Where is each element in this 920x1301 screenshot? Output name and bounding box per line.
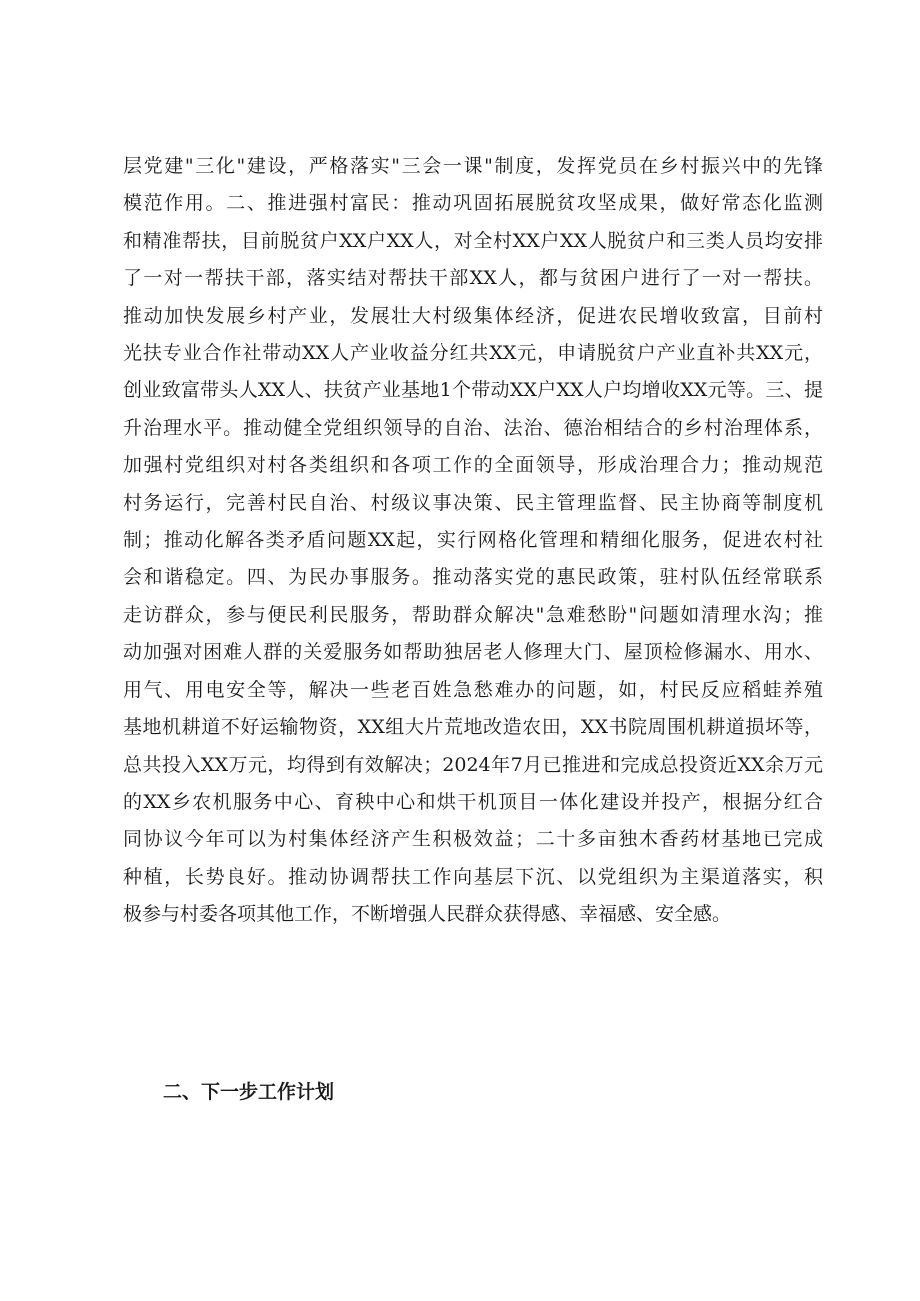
paragraph-line: 用气、用电安全等，解决一些老百姓急愁难办的问题，如，村民反应稻蛙养殖 xyxy=(123,678,823,701)
paragraph-line: 村务运行，完善村民自治、村级议事决策、民主管理监督、民主协商等制度机 xyxy=(123,491,823,514)
section-heading: 二、下一步工作计划 xyxy=(163,1081,335,1103)
paragraph-line: 光扶专业合作社带动XX人产业收益分红共XX元，申请脱贫户产业直补共XX元， xyxy=(123,342,823,365)
paragraph-line: 基地机耕道不好运输物资，XX组大片荒地改造农田，XX书院周围机耕道损坏等， xyxy=(123,716,823,739)
paragraph-line: 动加强对困难人群的关爱服务如帮助独居老人修理大门、屋顶检修漏水、用水、 xyxy=(123,641,823,664)
paragraph-line: 层党建"三化"建设，严格落实"三会一课"制度，发挥党员在乡村振兴中的先锋 xyxy=(123,155,823,177)
body-paragraph xyxy=(123,148,823,934)
paragraph-line: 种植，长势良好。推动协调帮扶工作向基层下沉、以党组织为主渠道落实，积 xyxy=(123,865,823,888)
paragraph-line: 和精准帮扶，目前脱贫户XX户XX人，对全村XX户XX人脱贫户和三类人员均安排 xyxy=(123,229,823,252)
paragraph-line: 加强村党组织对村各类组织和各项工作的全面领导，形成治理合力；推动规范 xyxy=(123,454,823,477)
paragraph-line: 模范作用。二、推进强村富民：推动巩固拓展脱贫攻坚成果，做好常态化监测 xyxy=(123,192,823,215)
paragraph-line: 走访群众，参与便民利民服务，帮助群众解决"急难愁盼"问题如清理水沟；推 xyxy=(123,603,823,626)
paragraph-line: 会和谐稳定。四、为民办事服务。推动落实党的惠民政策，驻村队伍经常联系 xyxy=(123,566,823,589)
paragraph-line: 推动加快发展乡村产业，发展壮大村级集体经济，促进农民增收致富，目前村 xyxy=(123,304,823,327)
paragraph-line: 创业致富带头人XX人、扶贫产业基地1个带动XX户XX人户均增收XX元等。三、提 xyxy=(123,379,823,402)
paragraph-line: 制；推动化解各类矛盾问题XX起，实行网格化管理和精细化服务，促进农村社 xyxy=(123,529,823,552)
paragraph-line: 升治理水平。推动健全党组织领导的自治、法治、德治相结合的乡村治理体系， xyxy=(123,416,823,439)
paragraph-line: 总共投入XX万元，均得到有效解决；2024年7月已推进和完成总投资近XX余万元 xyxy=(123,753,823,776)
paragraph-line: 的XX乡农机服务中心、育秧中心和烘干机顶目一体化建设并投产，根据分红合 xyxy=(123,790,823,813)
paragraph-line: 同协议今年可以为村集体经济产生积极效益；二十多亩独木香药材基地已完成 xyxy=(123,828,823,851)
paragraph-line: 极参与村委各项其他工作，不断增强人民群众获得感、幸福感、安全感。 xyxy=(123,903,732,926)
paragraph-line: 了一对一帮扶干部，落实结对帮扶干部XX人，都与贫困户进行了一对一帮扶。 xyxy=(123,267,823,290)
